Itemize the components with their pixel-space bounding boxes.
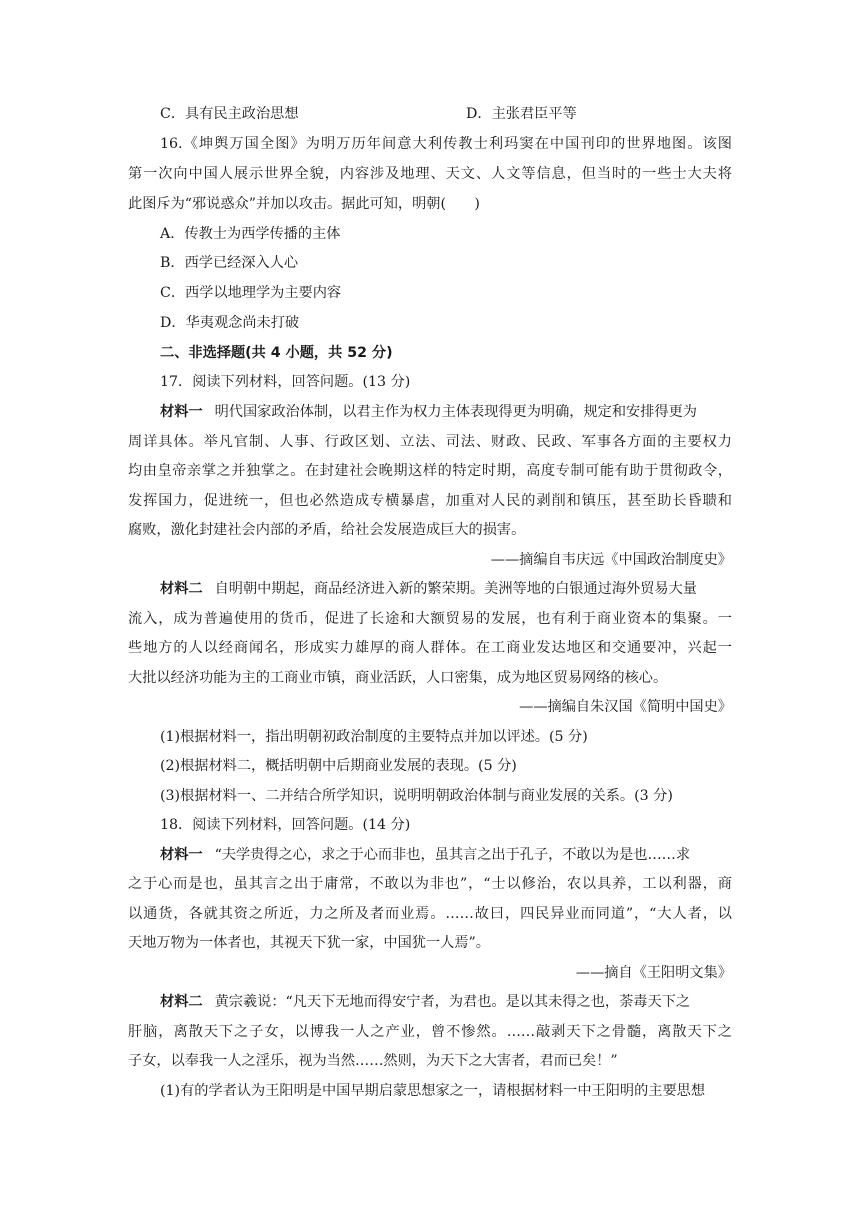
q17-material2-line [160, 579, 732, 599]
q17-question-2: (2)根据材料二，概括明朝中后期商业发展的表现。(5 分) [160, 758, 517, 774]
q18-material1-text: “夫学贵得之心，求之于心而非也，虽其言之出于孔子，不敢以为是也……求 [214, 847, 691, 863]
q18-material2-text: 黄宗羲说：“凡天下无地而得安宁者，为君也。是以其未得之也，荼毒天下之 [214, 994, 691, 1010]
q18-title: 18．阅读下列材料，回答问题。(14 分) [160, 817, 411, 833]
q16-stem-line: 16.《坤舆万国全图》为明万历年间意大利传教士利玛窦在中国刊印的世界地图。该图 [160, 136, 732, 152]
q18-material1-line: 天地万物为一体者也，其视天下犹一家，中国犹一人焉”。 [128, 935, 490, 951]
q17-material2-label: 材料二 [160, 581, 203, 597]
q17-material2-text: 自明朝中期起，商品经济进入新的繁荣期。美洲等地的白银通过海外贸易大量 [214, 581, 697, 597]
q17-material1-line: 发挥国力，促进统一，但也必然造成专横暴虐，加重对人民的剥削和镇压，甚至助长昏聩和 [128, 493, 732, 509]
q17-material1-source: ——摘编自韦庆远《中国政治制度史》 [490, 552, 732, 568]
section-heading: 二、非选择题(共 4 小题，共 52 分) [160, 345, 393, 361]
q18-question-1: (1)有的学者认为王阳明是中国早期启蒙思想家之一，请根据材料一中王阳明的主要思想 [160, 1083, 706, 1099]
q17-material1-line: 腐败，激化封建社会内部的矛盾，给社会发展造成巨大的损害。 [128, 522, 526, 538]
q17-question-3: (3)根据材料一、二并结合所学知识，说明明朝政治体制与商业发展的关系。(3 分) [160, 788, 673, 804]
q17-title: 17．阅读下列材料，回答问题。(13 分) [160, 374, 411, 390]
q17-material2-line: 流入，成为普遍使用的货币，促进了长途和大额贸易的发展，也有利于商业资本的集聚。一 [128, 611, 732, 627]
q17-question-1: (1)根据材料一，指出明朝初政治制度的主要特点并加以评述。(5 分) [160, 729, 588, 745]
q18-material2-line: 肝脑，离散天下之子女，以博我一人之产业，曾不惨然。……敲剥天下之骨髓，离散天下之 [128, 1024, 732, 1040]
q18-material2-label: 材料二 [160, 994, 203, 1010]
q18-material1-source: ——摘自《王阳明文集》 [575, 965, 732, 981]
q17-material1-text: 明代国家政治体制，以君主作为权力主体表现得更为明确，规定和安排得更为 [214, 404, 697, 420]
q17-material1-line: 均由皇帝亲掌之并独掌之。在封建社会晚期这样的特定时期，高度专制可能有助于贯彻政令， [128, 463, 732, 479]
q15-option-d: D．主张君臣平等 [466, 106, 577, 122]
q15-option-c: C．具有民主政治思想 [160, 106, 299, 122]
q16-stem-line: 此图斥为“邪说惑众”并加以攻击。据此可知，明朝( ) [128, 196, 480, 212]
q18-material1-line [160, 845, 732, 865]
q16-stem-line: 第一次向中国人展示世界全貌，内容涉及地理、天文、人文等信息，但当时的一些士大夫将 [128, 166, 732, 182]
q17-material2-line: 些地方的人以经商闻名，形成实力雄厚的商人群体。在工商业发达地区和交通要冲，兴起一 [128, 640, 732, 656]
q16-option-b: B．西学已经深入人心 [160, 255, 299, 271]
q18-material1-line: 之于心而是也，虽其言之出于庸常，不敢以为非也”，“士以修治，农以具养，工以利器，商 [128, 876, 732, 892]
q18-material1-line: 以通货，各就其资之所近，力之所及者而业焉。……故曰，四民异业而同道”，“大人者，以 [128, 906, 732, 922]
q16-option-c: C．西学以地理学为主要内容 [160, 285, 342, 301]
q17-material1-line: 周详具体。举凡官制、人事、行政区划、立法、司法、财政、民政、军事各方面的主要权力 [128, 434, 732, 450]
q18-material2-line [160, 992, 732, 1012]
q18-material2-line: 子女，以奉我一人之淫乐，视为当然……然则，为天下之大害者，君而已矣！” [128, 1053, 618, 1069]
q16-option-d: D．华夷观念尚未打破 [160, 315, 300, 331]
q17-material1-label: 材料一 [160, 404, 203, 420]
q16-option-a: A．传教士为西学传播的主体 [160, 226, 341, 242]
q17-material2-line: 大批以经济功能为主的工商业市镇，商业活跃，人口密集，成为地区贸易网络的核心。 [128, 670, 668, 686]
q18-material1-label: 材料一 [160, 847, 203, 863]
q17-material2-source: ——摘编自朱汉国《简明中国史》 [519, 699, 732, 715]
q17-material1-line [160, 402, 732, 422]
